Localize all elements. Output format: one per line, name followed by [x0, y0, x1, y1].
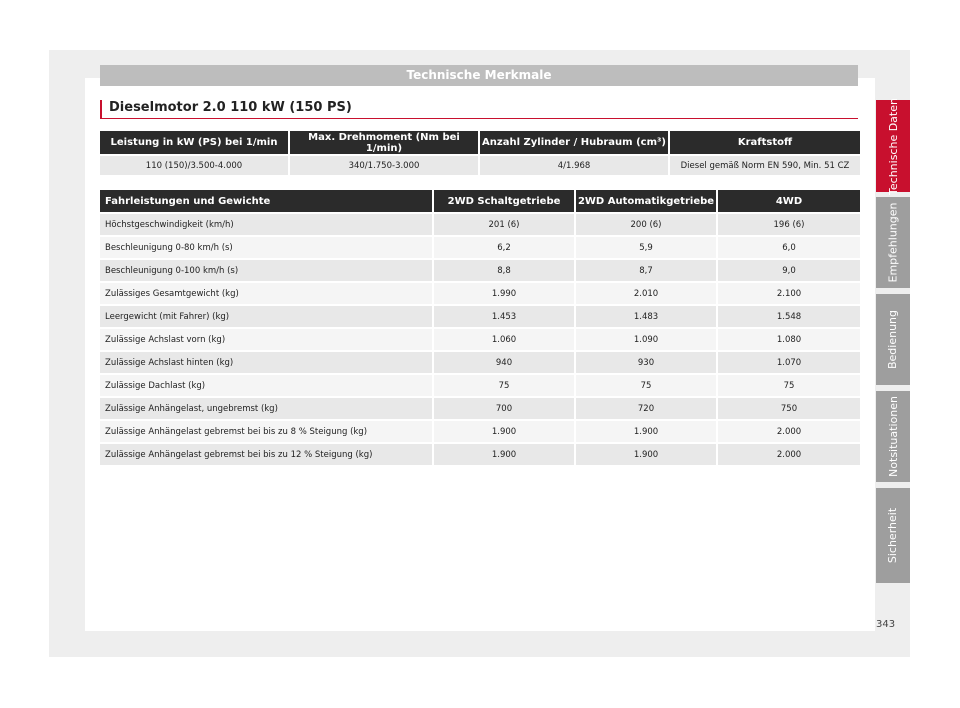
table-cell: 6,2: [434, 237, 574, 258]
header-cell: Leistung in kW (PS) bei 1/min: [100, 131, 288, 154]
table-cell: 720: [576, 398, 716, 419]
table-row: [100, 214, 860, 235]
table-cell: 1.548: [718, 306, 860, 327]
table-cell: 9,0: [718, 260, 860, 281]
table-cell: 1.453: [434, 306, 574, 327]
table-cell: 1.900: [434, 421, 574, 442]
title-accent-bar: [100, 100, 102, 119]
row-label: Zulässige Dachlast (kg): [100, 375, 432, 396]
page-title: Dieselmotor 2.0 110 kW (150 PS): [109, 100, 352, 115]
title-block: [100, 98, 858, 119]
row-label: Leergewicht (mit Fahrer) (kg): [100, 306, 432, 327]
table-cell: 1.080: [718, 329, 860, 350]
table-cell: 940: [434, 352, 574, 373]
table-row: [100, 444, 860, 465]
table-cell: 75: [434, 375, 574, 396]
table-row: [100, 260, 860, 281]
table-cell: 340/1.750-3.000: [290, 156, 478, 175]
row-label: Zulässige Anhängelast gebremst bei bis zu 8 % Steigung (kg): [100, 421, 432, 442]
table-row: [100, 329, 860, 350]
table-row: [100, 398, 860, 419]
page-number: 343: [876, 619, 896, 630]
table-cell: 930: [576, 352, 716, 373]
table-cell: Diesel gemäß Norm EN 590, Min. 51 CZ: [670, 156, 860, 175]
tab-empfehlungen[interactable]: [876, 197, 910, 288]
tab-label: Empfehlungen: [886, 202, 900, 283]
performance-table-header: [100, 190, 860, 212]
engine-table: [98, 129, 862, 177]
row-label: Beschleunigung 0-100 km/h (s): [100, 260, 432, 281]
table-cell: 110 (150)/3.500-4.000: [100, 156, 288, 175]
table-cell: 1.483: [576, 306, 716, 327]
section-header: Technische Merkmale: [100, 65, 858, 86]
table-row: [100, 237, 860, 258]
engine-table-header: [100, 131, 860, 154]
table-cell: 4/1.968: [480, 156, 668, 175]
table-row: [100, 306, 860, 327]
tab-label: Bedienung: [886, 309, 900, 370]
table-cell: 5,9: [576, 237, 716, 258]
table-cell: 750: [718, 398, 860, 419]
header-cell: Anzahl Zylinder / Hubraum (cm³): [480, 131, 668, 154]
table-cell: 1.900: [434, 444, 574, 465]
table-row: [100, 375, 860, 396]
table-cell: 75: [576, 375, 716, 396]
table-cell: 1.990: [434, 283, 574, 304]
table-cell: 201 (6): [434, 214, 574, 235]
table-cell: 1.070: [718, 352, 860, 373]
header-cell: Max. Drehmoment (Nm bei 1/min): [290, 131, 478, 154]
row-label: Zulässiges Gesamtgewicht (kg): [100, 283, 432, 304]
row-label: Zulässige Achslast vorn (kg): [100, 329, 432, 350]
tab-label: Notsituationen: [886, 396, 900, 477]
row-label: Höchstgeschwindigkeit (km/h): [100, 214, 432, 235]
header-cell: 4WD: [718, 190, 860, 212]
table-cell: 1.900: [576, 444, 716, 465]
row-label: Zulässige Achslast hinten (kg): [100, 352, 432, 373]
row-label: Zulässige Anhängelast gebremst bei bis zu 12 % Steigung (kg): [100, 444, 432, 465]
tab-label: Technische Daten: [886, 97, 900, 195]
tab-label: Sicherheit: [886, 507, 900, 564]
table-cell: 1.060: [434, 329, 574, 350]
header-cell: Kraftstoff: [670, 131, 860, 154]
table-row: [100, 283, 860, 304]
header-cell: 2WD Automatikgetriebe: [576, 190, 716, 212]
table-cell: 8,8: [434, 260, 574, 281]
table-row: [100, 352, 860, 373]
table-cell: 700: [434, 398, 574, 419]
table-cell: 196 (6): [718, 214, 860, 235]
table-row: [100, 421, 860, 442]
performance-table: [98, 188, 862, 467]
tab-technische-daten[interactable]: [876, 97, 910, 195]
header-cell: 2WD Schaltgetriebe: [434, 190, 574, 212]
tab-sicherheit[interactable]: [876, 488, 910, 583]
tab-notsituationen[interactable]: [876, 391, 910, 482]
row-label: Zulässige Anhängelast, ungebremst (kg): [100, 398, 432, 419]
table-cell: 6,0: [718, 237, 860, 258]
table-cell: 2.000: [718, 444, 860, 465]
table-cell: 1.900: [576, 421, 716, 442]
tab-bedienung[interactable]: [876, 294, 910, 385]
table-cell: 200 (6): [576, 214, 716, 235]
table-cell: 75: [718, 375, 860, 396]
row-label: Beschleunigung 0-80 km/h (s): [100, 237, 432, 258]
table-row: [100, 156, 860, 175]
table-cell: 2.010: [576, 283, 716, 304]
table-cell: 1.090: [576, 329, 716, 350]
table-cell: 2.100: [718, 283, 860, 304]
header-cell: Fahrleistungen und Gewichte: [100, 190, 432, 212]
table-cell: 8,7: [576, 260, 716, 281]
table-cell: 2.000: [718, 421, 860, 442]
